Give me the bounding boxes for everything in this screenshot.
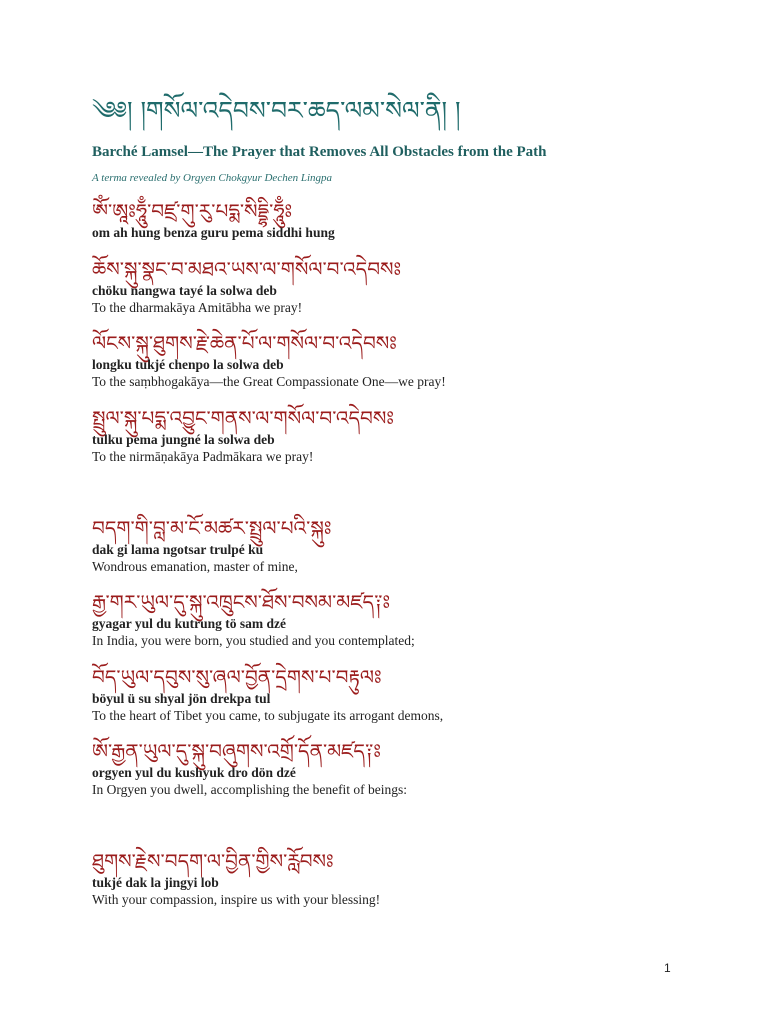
verse-transliteration: tulku pema jungné la solwa deb	[92, 432, 275, 447]
verse-transliteration: longku tukjé chenpo la solwa deb	[92, 357, 284, 372]
verse-tibetan: ཐུགས་རྗེས་བདག་ལ་བྱིན་གྱིས་རློབསཿ	[92, 849, 334, 873]
verse-tibetan: ཆོས་སྐུ་སྣང་བ་མཐའ་ཡས་ལ་གསོལ་བ་འདེབསཿ	[92, 257, 402, 281]
verse-transliteration: böyul ü su shyal jön drekpa tul	[92, 691, 271, 706]
verse-8	[92, 739, 712, 799]
verse-transliteration: dak gi lama ngotsar trulpé ku	[92, 542, 264, 557]
verse-translation: In India, you were born, you studied and you contemplated;	[92, 633, 415, 648]
verse-tibetan: རྒྱ་གར་ཡུལ་དུ་སྐུ་འཁྲུངས་ཐོས་བསམ་མཛད༑ཿ	[92, 590, 391, 614]
verse-transliteration: tukjé dak la jingyi lob	[92, 875, 219, 890]
verse-tibetan: སྤྲུལ་སྐུ་པདྨ་འབྱུང་གནས་ལ་གསོལ་བ་འདེབསཿ	[92, 406, 394, 430]
verse-7	[92, 665, 712, 725]
verse-1	[92, 199, 712, 241]
verse-5	[92, 516, 712, 576]
verse-translation: To the saṃbhogakāya—the Great Compassionate One—we pray!	[92, 374, 446, 389]
english-title: Barché Lamsel—The Prayer that Removes All Obstacles from the Path	[92, 144, 547, 160]
verse-3	[92, 331, 712, 391]
verse-translation: To the nirmāṇakāya Padmākara we pray!	[92, 449, 314, 464]
verse-tibetan: ལོངས་སྐུ་ཐུགས་རྗེ་ཆེན་པོ་ལ་གསོལ་བ་འདེབསཿ	[92, 331, 397, 355]
verse-translation: To the dharmakāya Amitābha we pray!	[92, 300, 303, 315]
verse-4	[92, 406, 712, 466]
verse-translation: In Orgyen you dwell, accomplishing the benefit of beings:	[92, 782, 408, 797]
verse-tibetan: ཨོ་རྒྱན་ཡུལ་དུ་སྐུ་བཞུགས་འགྲོ་དོན་མཛད༑ཿ	[92, 739, 381, 763]
verse-tibetan: བོད་ཡུལ་དབུས་སུ་ཞལ་བྱོན་དྲེགས་པ་བརྟུལཿ	[92, 665, 382, 689]
verse-transliteration: orgyen yul du kushyuk dro dön dzé	[92, 765, 296, 780]
verse-9	[92, 849, 712, 909]
page-number: 1	[664, 961, 671, 975]
verse-transliteration: gyagar yul du kutrung tö sam dzé	[92, 616, 287, 631]
verse-transliteration: chöku nangwa tayé la solwa deb	[92, 283, 277, 298]
tibetan-title: ༄༅། །གསོལ་འདེབས་བར་ཆད་ལམ་སེལ་ནི། །	[92, 96, 461, 125]
verse-tibetan: ཨོཾ་ཨཱཿཧཱུྃ་བཛྲ་གུ་རུ་པདྨ་སིདྡྷི་ཧཱུྃཿ	[92, 199, 293, 223]
verse-transliteration: om ah hung benza guru pema siddhi hung	[92, 225, 335, 240]
verse-6	[92, 590, 712, 650]
subtitle: A terma revealed by Orgyen Chokgyur Dechen Lingpa	[92, 172, 333, 184]
verse-translation: Wondrous emanation, master of mine,	[92, 559, 298, 574]
verse-2	[92, 257, 712, 317]
verse-translation: To the heart of Tibet you came, to subjugate its arrogant demons,	[92, 708, 444, 723]
verse-tibetan: བདག་གི་བླ་མ་ངོ་མཚར་སྤྲུལ་པའི་སྐུཿ	[92, 516, 332, 540]
verse-translation: With your compassion, inspire us with your blessing!	[92, 892, 381, 907]
